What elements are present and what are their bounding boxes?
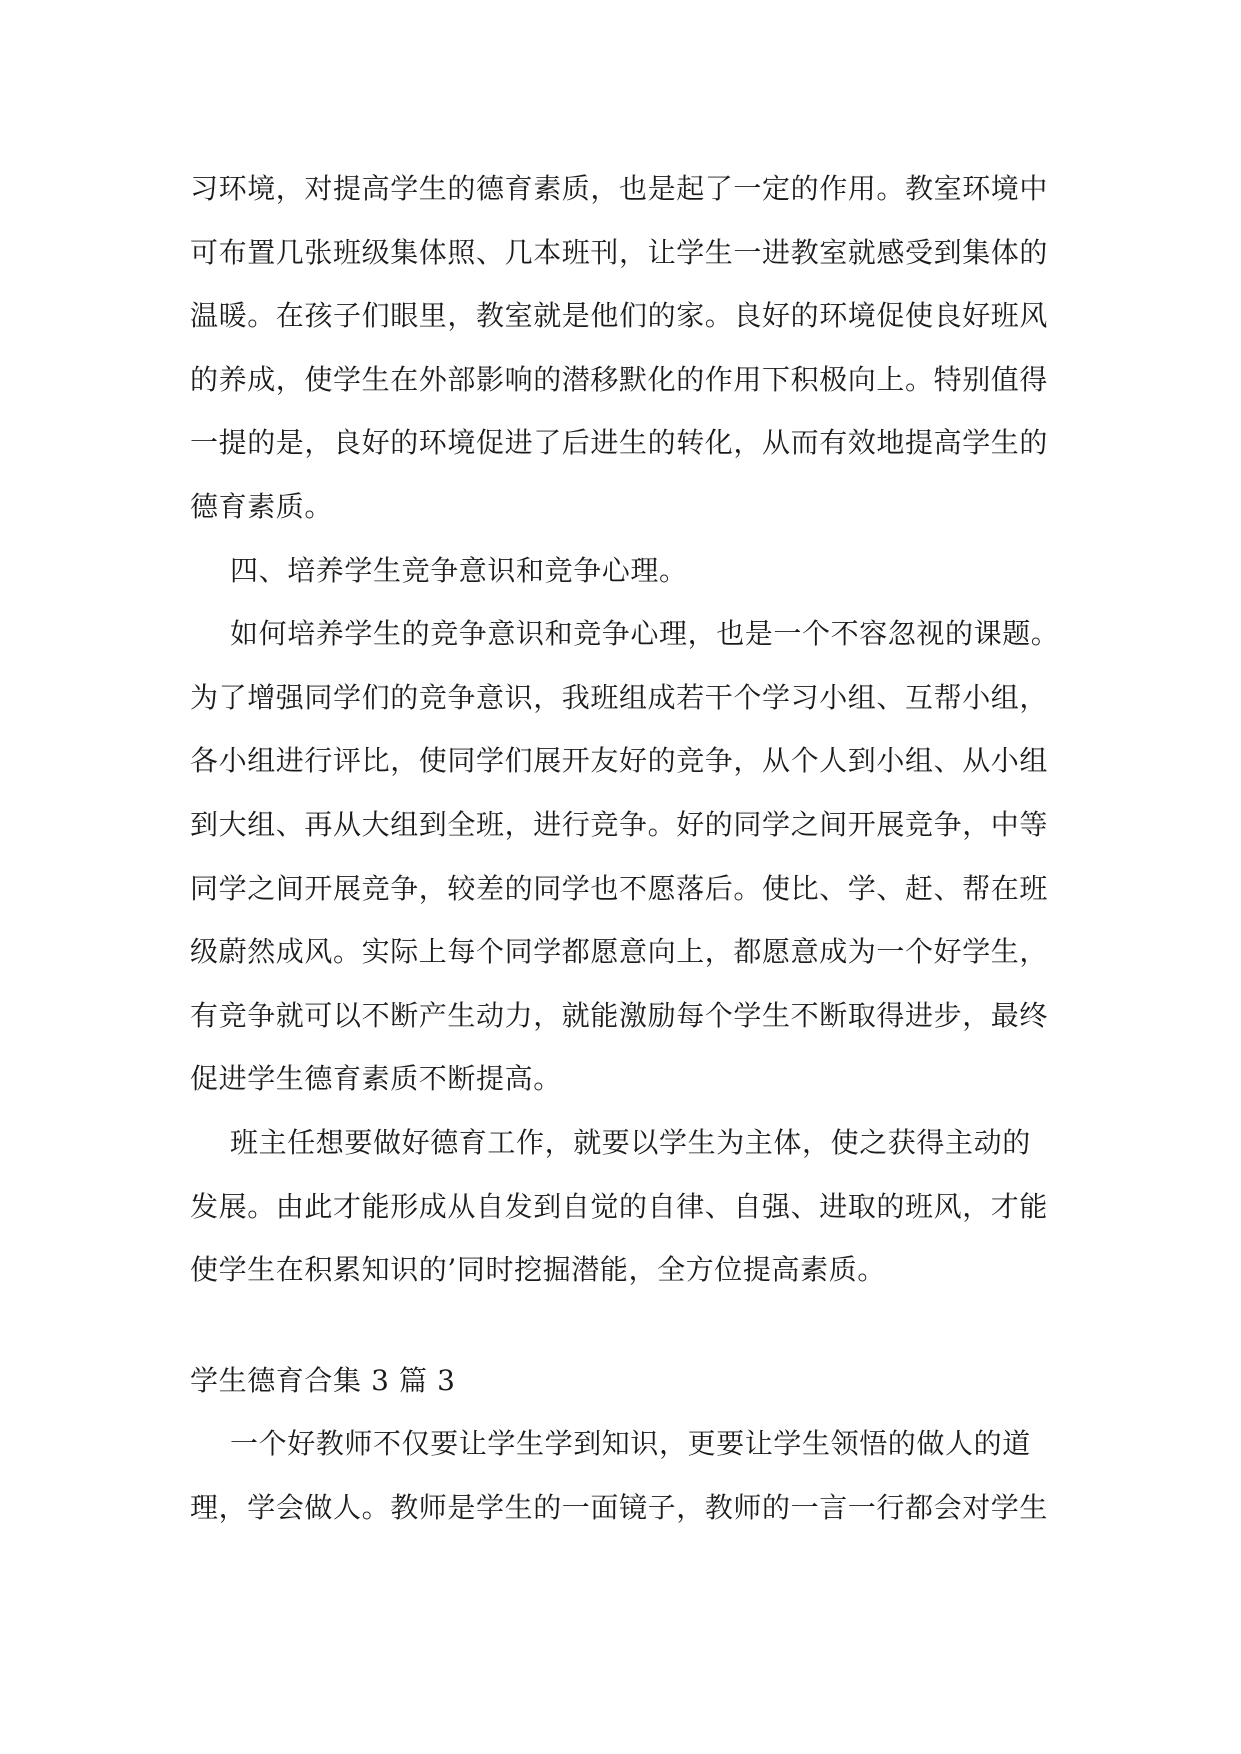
text-line: 使学生在积累知识的’同时挖掘潜能，全方位提高素质。 [190,1253,886,1287]
section-title: 学生德育合集 3 篇 3 [190,1363,456,1397]
text-line: 的养成，使学生在外部影响的潜移默化的作用下积极向上。特别值得 [190,362,1049,396]
paragraph-gap [190,1302,1060,1349]
text-line: 德育素质。 [190,489,334,523]
section-heading-four: 四、培养学生竞争意识和竞争心理。 [230,553,688,587]
text-line: 如何培养学生的竞争意识和竞争心理，也是一个不容忽视的课题。 [230,617,1060,651]
text-line: 习环境，对提高学生的德育素质，也是起了一定的作用。教室环境中 [190,172,1049,205]
text-line: 各小组进行评比，使同学们展开友好的竞争，从个人到小组、从小组 [190,744,1049,778]
text-line: 级蔚然成风。实际上每个同学都愿意向上，都愿意成为一个好学生， [190,935,1049,969]
text-line: 一个好教师不仅要让学生学到知识，更要让学生领悟的做人的道 [230,1427,1031,1461]
text-line: 班主任想要做好德育工作，就要以学生为主体，使之获得主动的 [230,1125,1031,1159]
text-line: 温暖。在孩子们眼里，教室就是他们的家。良好的环境促使良好班风 [190,299,1049,333]
text-line: 为了增强同学们的竞争意识，我班组成若干个学习小组、互帮小组， [190,680,1049,714]
text-line: 理，学会做人。教师是学生的一面镜子，教师的一言一行都会对学生 [190,1490,1049,1524]
text-line: 一提的是，良好的环境促进了后进生的转化，从而有效地提高学生的 [190,426,1049,460]
text-line: 有竞争就可以不断产生动力，就能激励每个学生不断取得进步，最终 [190,998,1049,1032]
document-body [190,157,1060,1539]
text-line: 到大组、再从大组到全班，进行竞争。好的同学之间开展竞争，中等 [190,807,1049,841]
text-line: 可布置几张班级集体照、几本班刊，让学生一进教室就感受到集体的 [190,235,1049,269]
text-line: 促进学生德育素质不断提高。 [190,1062,562,1096]
text-line: 同学之间开展竞争，较差的同学也不愿落后。使比、学、赶、帮在班 [190,871,1049,905]
text-line: 发展。由此才能形成从自发到自觉的自律、自强、进取的班风，才能 [190,1189,1049,1223]
